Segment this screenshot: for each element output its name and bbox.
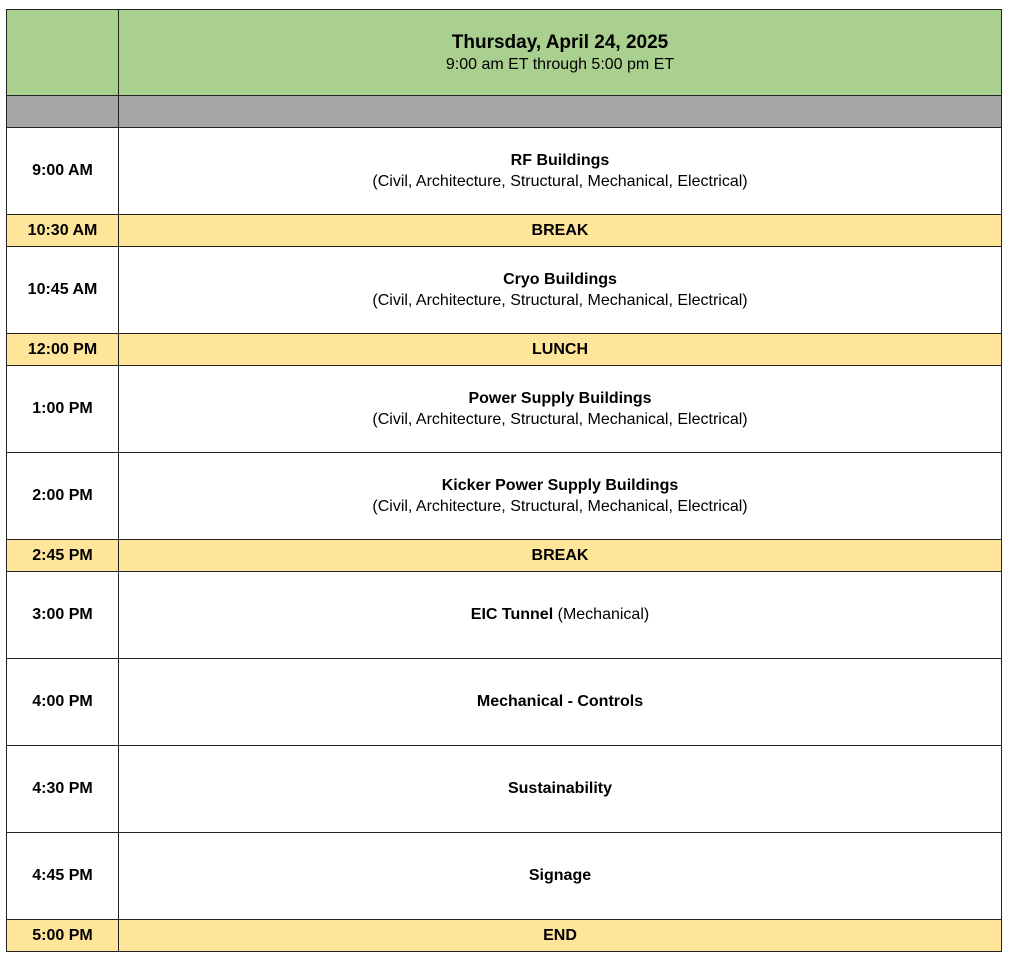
break-label: BREAK xyxy=(119,215,1002,247)
session-cell xyxy=(119,572,1002,659)
lunch-time: 12:00 PM xyxy=(7,334,119,366)
break-label: BREAK xyxy=(119,540,1002,572)
header-row xyxy=(7,10,1002,96)
session-detail: (Mechanical) xyxy=(557,606,650,623)
end-row xyxy=(7,920,1002,952)
session-cell xyxy=(119,453,1002,540)
session-row xyxy=(7,572,1002,659)
session-title: RF Buildings xyxy=(510,151,610,169)
session-title: Cryo Buildings xyxy=(503,270,617,288)
session-title: EIC Tunnel xyxy=(470,606,554,623)
agenda-date: Thursday, April 24, 2025 xyxy=(451,31,669,53)
session-time: 4:00 PM xyxy=(7,659,119,746)
session-time: 2:00 PM xyxy=(7,453,119,540)
session-cell xyxy=(119,128,1002,215)
session-detail: (Civil, Architecture, Structural, Mechanical, Electrical) xyxy=(372,291,748,309)
end-time: 5:00 PM xyxy=(7,920,119,952)
session-time: 4:45 PM xyxy=(7,833,119,920)
header-time-cell xyxy=(7,10,119,96)
break-row xyxy=(7,215,1002,247)
session-row xyxy=(7,746,1002,833)
break-time: 10:30 AM xyxy=(7,215,119,247)
break-time: 2:45 PM xyxy=(7,540,119,572)
session-row xyxy=(7,366,1002,453)
session-cell xyxy=(119,659,1002,746)
spacer-time-cell xyxy=(7,96,119,128)
session-title: Mechanical - Controls xyxy=(476,693,644,710)
session-cell xyxy=(119,833,1002,920)
session-time: 4:30 PM xyxy=(7,746,119,833)
session-row xyxy=(7,128,1002,215)
session-row xyxy=(7,453,1002,540)
header-cell xyxy=(119,10,1002,96)
session-cell xyxy=(119,746,1002,833)
session-detail: (Civil, Architecture, Structural, Mechanical, Electrical) xyxy=(372,497,748,515)
end-label: END xyxy=(119,920,1002,952)
session-title: Kicker Power Supply Buildings xyxy=(441,476,679,494)
session-row xyxy=(7,659,1002,746)
session-row xyxy=(7,833,1002,920)
spacer-cell xyxy=(119,96,1002,128)
session-title: Power Supply Buildings xyxy=(468,389,652,407)
session-time: 3:00 PM xyxy=(7,572,119,659)
session-cell xyxy=(119,247,1002,334)
break-row xyxy=(7,540,1002,572)
session-detail: (Civil, Architecture, Structural, Mechanical, Electrical) xyxy=(372,172,748,190)
session-cell xyxy=(119,366,1002,453)
session-time: 10:45 AM xyxy=(7,247,119,334)
session-detail: (Civil, Architecture, Structural, Mechanical, Electrical) xyxy=(372,410,748,428)
session-time: 9:00 AM xyxy=(7,128,119,215)
agenda-table xyxy=(6,9,1002,952)
session-title: Signage xyxy=(528,867,592,884)
session-title: Sustainability xyxy=(507,780,613,797)
lunch-row xyxy=(7,334,1002,366)
session-time: 1:00 PM xyxy=(7,366,119,453)
agenda-hours: 9:00 am ET through 5:00 pm ET xyxy=(445,55,675,73)
spacer-row xyxy=(7,96,1002,128)
lunch-label: LUNCH xyxy=(119,334,1002,366)
session-row xyxy=(7,247,1002,334)
